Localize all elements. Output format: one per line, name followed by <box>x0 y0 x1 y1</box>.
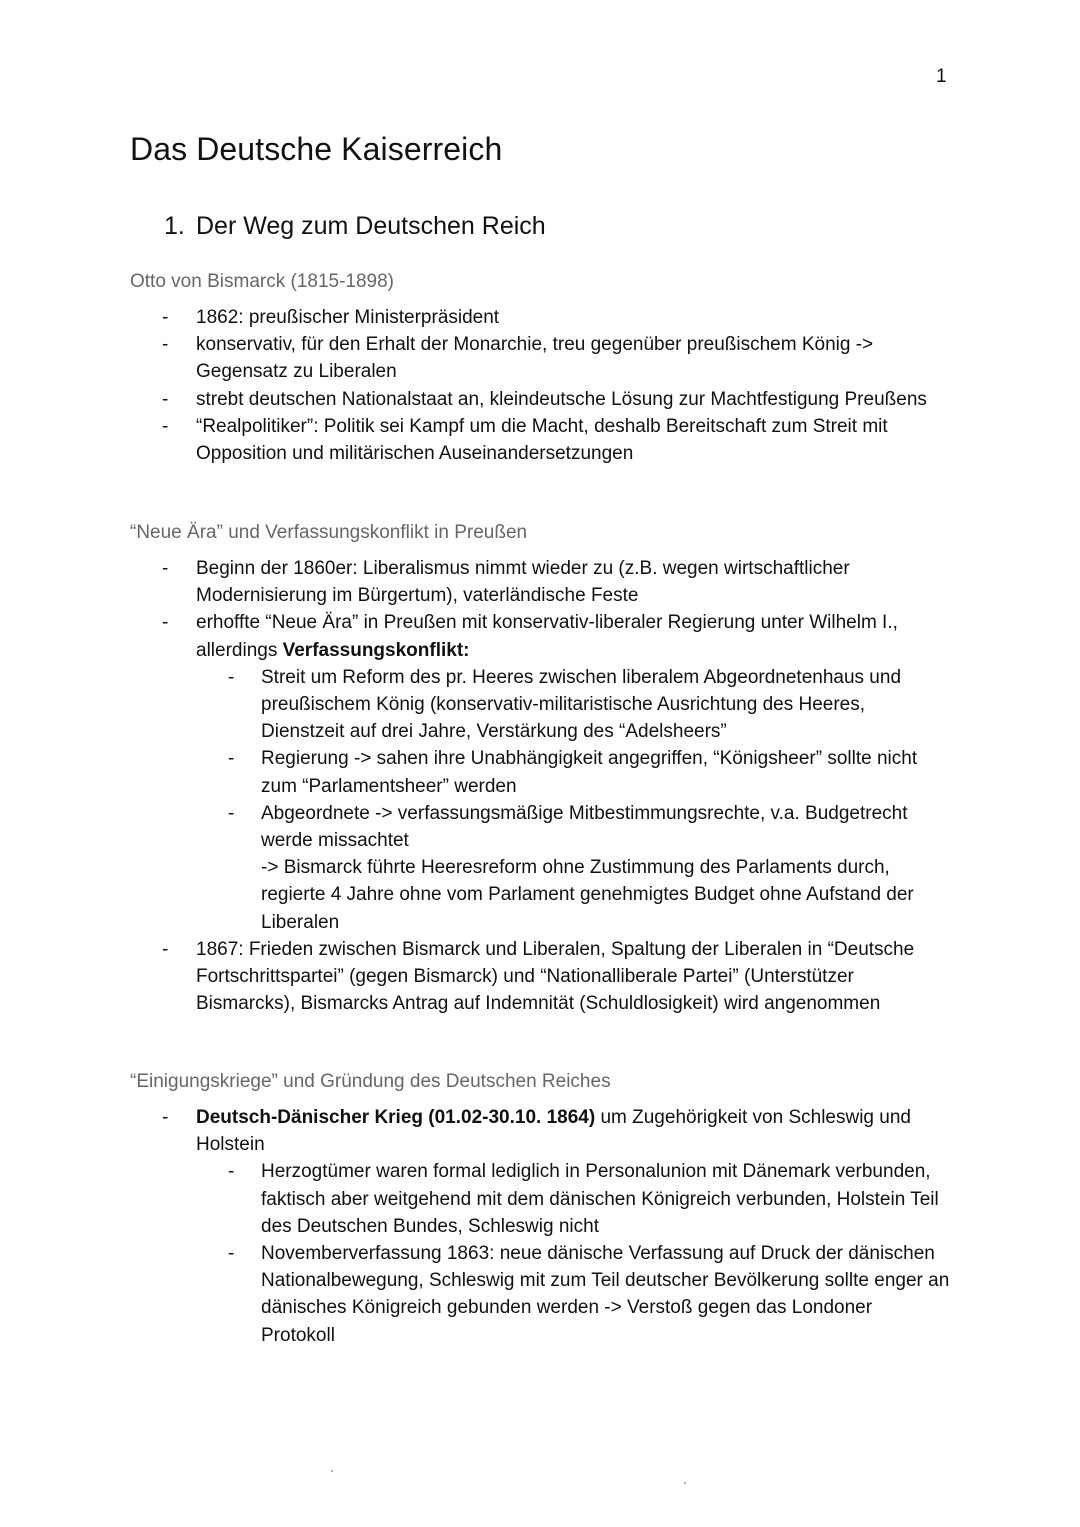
bullet-list-bismarck <box>0 304 956 467</box>
list-item <box>196 609 956 935</box>
list-item: - Beginn der 1860er: Liberalismus nimmt wieder zu (z.B. wegen wirtschaftlicher Modernisierung im Bürgertum), vaterländische Feste <box>196 555 956 609</box>
list-item: - 1867: Frieden zwischen Bismarck und Liberalen, Spaltung der Liberalen in “Deutsche Fortschrittspartei” (gegen Bismarck) und “Nationalliberale Partei” (Unterstützer Bismarcks), Bismarcks Antrag auf Indemnität (Schuldlosigkeit) wird angenommen <box>196 936 956 1018</box>
list-item <box>196 1104 956 1349</box>
sub-list-item: - Herzogtümer waren formal lediglich in Personalunion mit Dänemark verbunden, faktisch aber weitgehend mit dem dänischen Königreich verbunden, Holstein Teil des Deutschen Bundes, Schleswig nicht <box>261 1158 951 1240</box>
chapter-number: 1. <box>164 212 185 240</box>
scan-speck <box>331 1470 333 1472</box>
bold-term: Verfassungskonflikt: <box>282 639 470 661</box>
bold-term: Deutsch-Dänischer Krieg (01.02-30.10. 1864) <box>196 1107 596 1128</box>
sub-list-item: - Novemberverfassung 1863: neue dänische Verfassung auf Druck der dänischen Nationalbewegung, Schleswig mit zum Teil deutscher Bevölkerung sollte enger an dänisches Königreich gebunden werden -> Verstoß gegen das Londoner Protokoll <box>261 1240 951 1349</box>
sub-list-item-text: Abgeordnete -> verfassungsmäßige Mitbestimmungsrechte, v.a. Budgetrecht werde missachtet <box>261 802 908 852</box>
list-item: - 1862: preußischer Ministerpräsident <box>196 304 956 331</box>
page-number: 1 <box>936 66 947 87</box>
section-heading-bismarck: Otto von Bismarck (1815-1898) <box>130 271 395 292</box>
sub-list-item: - Regierung -> sahen ihre Unabhängigkeit angegriffen, “Königsheer” sollte nicht zum “Parlamentsheer” werden <box>261 745 951 799</box>
sub-list-item-note: -> Bismarck führte Heeresreform ohne Zustimmung des Parlaments durch, regierte 4 Jahre ohne vom Parlament genehmigtes Budget ohne Aufstand der Liberalen <box>261 857 914 933</box>
list-item-text: erhoffte “Neue Ära” in Preußen mit konservativ-liberaler Regierung unter Wilhelm I., allerdings <box>196 612 898 661</box>
chapter-heading <box>164 212 546 241</box>
bullet-list-neue-aera <box>0 555 956 1017</box>
list-item-text: um Zugehörigkeit von Schleswig und Holstein <box>196 1107 911 1156</box>
sub-list <box>196 1158 951 1348</box>
section-heading-neue-aera: “Neue Ära” und Verfassungskonflikt in Preußen <box>130 522 528 543</box>
list-item: - konservativ, für den Erhalt der Monarchie, treu gegenüber preußischem König -> Gegensatz zu Liberalen <box>196 331 956 385</box>
scan-speck <box>684 1482 686 1484</box>
section-heading-einigungskriege: “Einigungskriege” und Gründung des Deutschen Reiches <box>130 1071 611 1092</box>
sub-list <box>196 664 951 936</box>
document-title: Das Deutsche Kaiserreich <box>130 131 503 167</box>
chapter-title: Der Weg zum Deutschen Reich <box>196 212 546 240</box>
list-item: - strebt deutschen Nationalstaat an, kleindeutsche Lösung zur Machtfestigung Preußens <box>196 386 956 413</box>
bullet-list-einigungskriege <box>0 1104 956 1349</box>
sub-list-item: - Streit um Reform des pr. Heeres zwischen liberalem Abgeordnetenhaus und preußischem König (konservativ-militaristische Ausrichtung des Heeres, Dienstzeit auf drei Jahre, Verstärkung des “Adelsheers” <box>261 664 951 746</box>
list-item: - “Realpolitiker”: Politik sei Kampf um die Macht, deshalb Bereitschaft zum Streit mit Opposition und militärischen Auseinandersetzungen <box>196 413 956 467</box>
sub-list-item <box>261 800 951 936</box>
